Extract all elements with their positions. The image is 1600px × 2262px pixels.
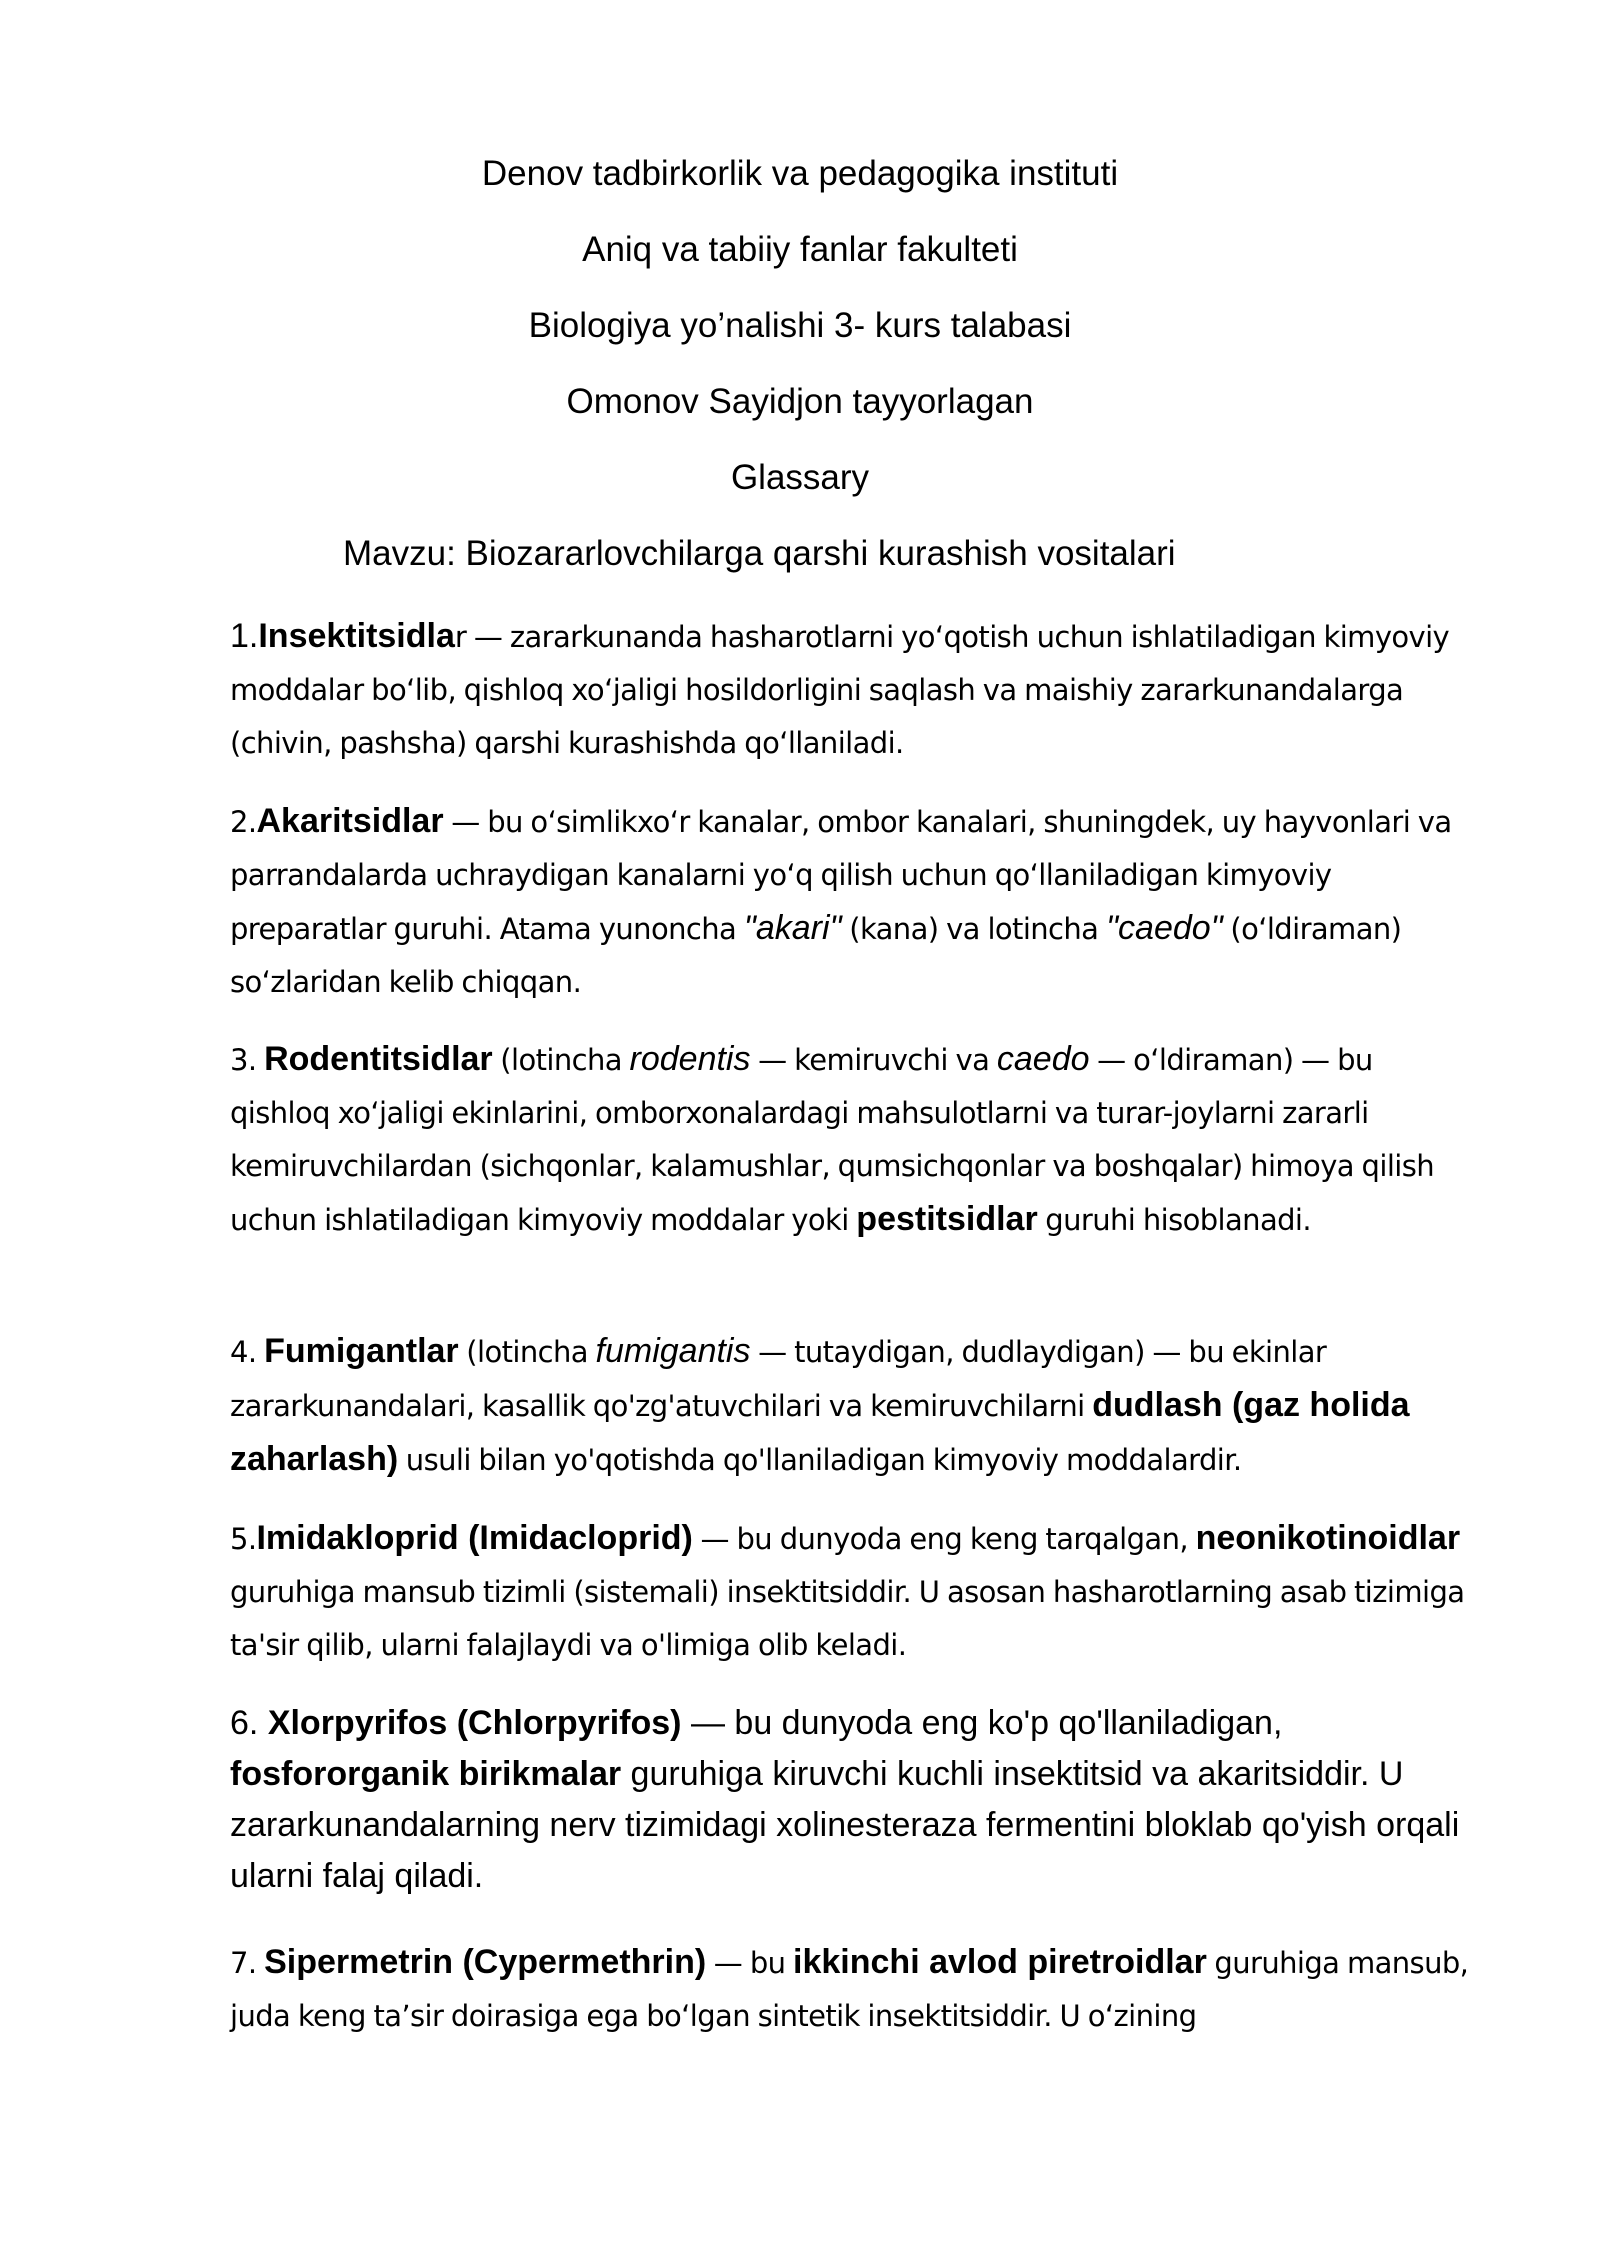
entry-italic-term: fumigantis [595, 1332, 751, 1370]
entry-bold-term: fosfororganik birikmalar [230, 1755, 622, 1793]
entry-definition: (kana) va lotincha [841, 912, 1106, 946]
entry-definition: guruhiga mansub, juda keng ta’sir doirasiga ega bo‘lgan sintetik insektitsiddir. U o‘zining [230, 1946, 1469, 2033]
entry-definition: r — zararkunanda hasharotlarni yo‘qotish uchun ishlatiladigan kimyoviy moddalar bo‘lib, qishloq xo‘jaligi hosildorligini saqlash va maishiy zararkunandalarga (chivin, pashsha) qarshi kurashishda qo‘llaniladi. [230, 620, 1450, 760]
entry-italic-term: "akari" [743, 909, 842, 947]
entry-definition: guruhi hisoblanadi. [1037, 1203, 1312, 1237]
entry-definition: (lotincha [458, 1335, 596, 1369]
entry-definition: usuli bilan yo'qotishda qo'llaniladigan kimyoviy moddalardir. [398, 1443, 1242, 1477]
entry-definition: — bu o‘simlikxo‘r kanalar, ombor kanalari, shuningdek, uy hayvonlari va parrandalarda uchraydigan kanalarni yo‘q qilish uchun qo‘llaniladigan kimyoviy preparatlar guruhi. Atama yunoncha [230, 805, 1452, 946]
institute-title: Denov tadbirkorlik va pedagogika instituti [481, 154, 1119, 193]
entry-italic-term: "caedo" [1105, 909, 1223, 947]
glossary-entry-4 [230, 1325, 1480, 1487]
entry-italic-term: rodentis [629, 1040, 751, 1078]
glossary-entry-3 [230, 1033, 1480, 1247]
entry-definition: — o‘ldiraman) — bu qishloq xo‘jaligi ekinlarini, omborxonalardagi mahsulotlarni va turar-joylarni zararli kemiruvchilardan (sichqonlar, kalamushlar, qumsichqonlar va boshqalar) himoya qilish uchun ishlatiladigan kimyoviy moddalar yoki [230, 1043, 1435, 1237]
entry-term: Akaritsidlar [256, 802, 444, 840]
entry-term: Fumigantlar [264, 1332, 459, 1370]
entry-definition: — tutaydigan, dudlaydigan) — bu ekinlar zararkunandalari, kasallik qo'zg'atuvchilari va kemiruvchilarni [230, 1335, 1327, 1423]
subject-line: Mavzu: Biozararlovchilarga qarshi kurashish vositalari [343, 534, 1176, 573]
entry-definition: (lotincha [492, 1043, 630, 1077]
entry-term: Sipermetrin (Cypermethrin) [264, 1943, 707, 1981]
entry-bold-term: pestitsidlar [856, 1200, 1038, 1238]
entry-number: 7. [230, 1946, 265, 1980]
entry-bold-term: ikkinchi avlod piretroidlar [793, 1943, 1207, 1981]
entry-number: 2. [230, 805, 257, 839]
entry-number: 4. [230, 1335, 265, 1369]
document-type: Glassary [730, 458, 870, 497]
glossary-entry-5 [230, 1512, 1480, 1672]
entry-number: 1. [230, 617, 259, 655]
author-line: Omonov Sayidjon tayyorlagan [566, 382, 1034, 421]
entry-number: 3. [230, 1043, 265, 1077]
entry-term: Xlorpyrifos (Chlorpyrifos) [267, 1704, 682, 1742]
glossary-entry-6 [230, 1698, 1480, 1902]
glossary-entry-1 [230, 610, 1480, 770]
entry-term: Insektitsidla [258, 617, 455, 655]
entry-bold-term: dudlash (gaz holida zaharlash) [230, 1386, 1410, 1478]
entry-number: 5. [230, 1522, 257, 1556]
entry-definition: guruhiga kiruvchi kuchli insektitsid va akaritsiddir. U zararkunandalarning nerv tizimidagi xolinesteraza fermentini bloklab qo'yish orqali ularni falaj qiladi. [230, 1755, 1460, 1895]
entry-definition: — bu dunyoda eng ko'p qo'llaniladigan, [681, 1704, 1283, 1742]
entry-definition: guruhiga mansub tizimli (sistemali) insektitsiddir. U asosan hasharotlarning asab tizimiga ta'sir qilib, ularni falajlaydi va o'limiga olib keladi. [230, 1575, 1465, 1662]
entry-term: Imidakloprid (Imidacloprid) [256, 1519, 693, 1557]
student-line: Biologiya yo’nalishi 3- kurs talabasi [528, 306, 1072, 345]
faculty-title: Aniq va tabiiy fanlar fakulteti [582, 230, 1018, 269]
entry-number: 6. [230, 1704, 268, 1742]
glossary-entry-2 [230, 795, 1480, 1009]
entry-italic-term: caedo [996, 1040, 1090, 1078]
entry-bold-term: neonikotinoidlar [1195, 1519, 1461, 1557]
entry-definition: — bu [706, 1946, 794, 1980]
glossary-entry-7 [230, 1936, 1480, 2043]
entry-definition: (o‘ldiraman) so‘zlaridan kelib chiqqan. [230, 912, 1402, 999]
entry-definition: — kemiruvchi va [750, 1043, 997, 1077]
entry-definition: — bu dunyoda eng keng tarqalgan, [692, 1522, 1196, 1556]
entry-term: Rodentitsidlar [264, 1040, 493, 1078]
